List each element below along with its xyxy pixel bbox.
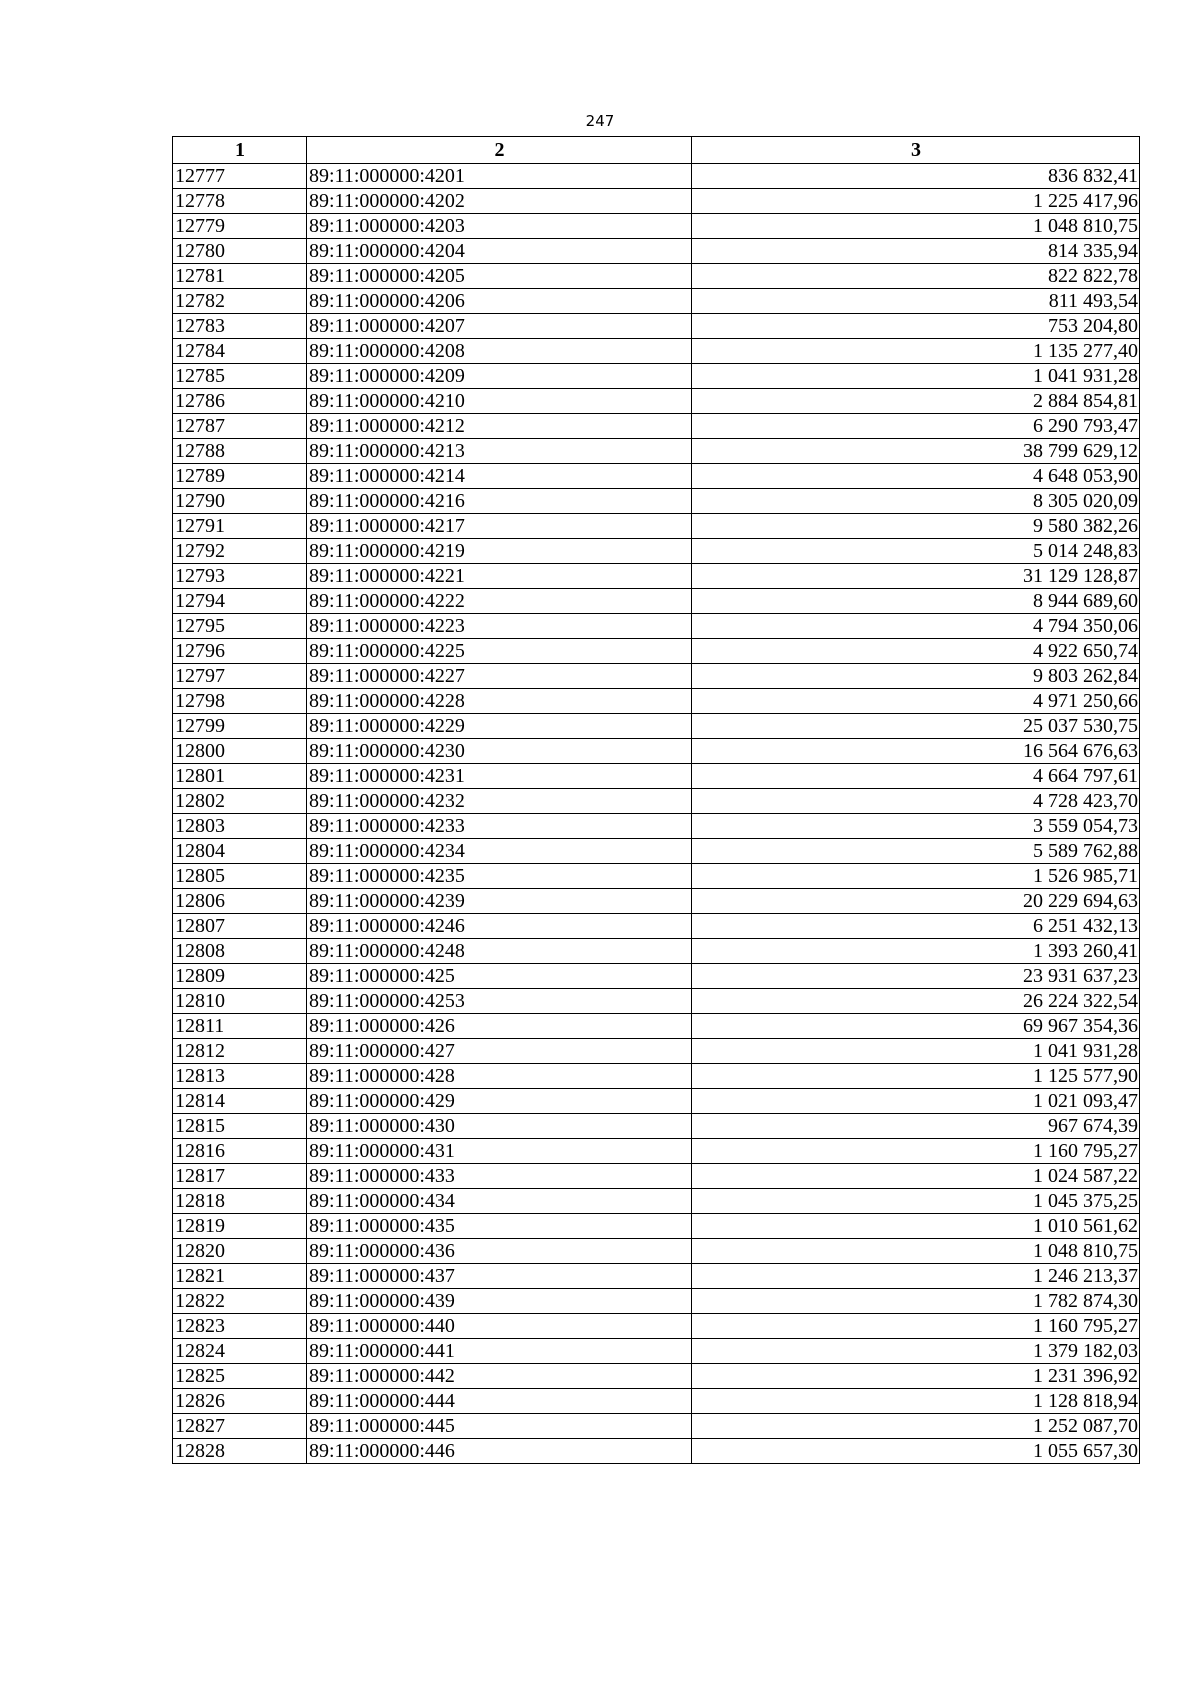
cadastral-number-cell: 89:11:000000:4222 <box>307 589 692 614</box>
cadastral-number-cell: 89:11:000000:4202 <box>307 189 692 214</box>
value-cell: 8 305 020,09 <box>692 489 1140 514</box>
value-cell: 1 055 657,30 <box>692 1439 1140 1464</box>
cadastral-number-cell: 89:11:000000:442 <box>307 1364 692 1389</box>
table-row <box>173 189 1140 214</box>
row-number-cell: 12786 <box>173 389 307 414</box>
row-number-cell: 12809 <box>173 964 307 989</box>
row-number-cell: 12803 <box>173 814 307 839</box>
value-cell: 1 135 277,40 <box>692 339 1140 364</box>
table-row <box>173 864 1140 889</box>
row-number-cell: 12822 <box>173 1289 307 1314</box>
row-number-cell: 12814 <box>173 1089 307 1114</box>
table-row <box>173 639 1140 664</box>
cadastral-number-cell: 89:11:000000:439 <box>307 1289 692 1314</box>
value-cell: 6 251 432,13 <box>692 914 1140 939</box>
cadastral-number-cell: 89:11:000000:4213 <box>307 439 692 464</box>
cadastral-number-cell: 89:11:000000:4203 <box>307 214 692 239</box>
row-number-cell: 12811 <box>173 1014 307 1039</box>
row-number-cell: 12794 <box>173 589 307 614</box>
table-body <box>173 164 1140 1464</box>
value-cell: 2 884 854,81 <box>692 389 1140 414</box>
row-number-cell: 12812 <box>173 1039 307 1064</box>
row-number-cell: 12804 <box>173 839 307 864</box>
table-row <box>173 1064 1140 1089</box>
cadastral-number-cell: 89:11:000000:4201 <box>307 164 692 189</box>
table-row <box>173 764 1140 789</box>
row-number-cell: 12825 <box>173 1364 307 1389</box>
cadastral-number-cell: 89:11:000000:4223 <box>307 614 692 639</box>
value-cell: 1 225 417,96 <box>692 189 1140 214</box>
table-row <box>173 514 1140 539</box>
value-cell: 822 822,78 <box>692 264 1140 289</box>
cadastral-number-cell: 89:11:000000:4248 <box>307 939 692 964</box>
row-number-cell: 12800 <box>173 739 307 764</box>
column-header-1: 1 <box>173 137 307 164</box>
table-row <box>173 339 1140 364</box>
table-row <box>173 839 1140 864</box>
row-number-cell: 12796 <box>173 639 307 664</box>
row-number-cell: 12780 <box>173 239 307 264</box>
row-number-cell: 12798 <box>173 689 307 714</box>
cadastral-number-cell: 89:11:000000:436 <box>307 1239 692 1264</box>
row-number-cell: 12785 <box>173 364 307 389</box>
cadastral-number-cell: 89:11:000000:437 <box>307 1264 692 1289</box>
row-number-cell: 12823 <box>173 1314 307 1339</box>
value-cell: 1 010 561,62 <box>692 1214 1140 1239</box>
table-row <box>173 1164 1140 1189</box>
table-row <box>173 989 1140 1014</box>
value-cell: 16 564 676,63 <box>692 739 1140 764</box>
cadastral-number-cell: 89:11:000000:434 <box>307 1189 692 1214</box>
table-row <box>173 564 1140 589</box>
cadastral-number-cell: 89:11:000000:4221 <box>307 564 692 589</box>
table-row <box>173 1289 1140 1314</box>
value-cell: 5 589 762,88 <box>692 839 1140 864</box>
value-cell: 23 931 637,23 <box>692 964 1140 989</box>
row-number-cell: 12818 <box>173 1189 307 1214</box>
row-number-cell: 12801 <box>173 764 307 789</box>
row-number-cell: 12795 <box>173 614 307 639</box>
table-row <box>173 364 1140 389</box>
cadastral-number-cell: 89:11:000000:445 <box>307 1414 692 1439</box>
table-row <box>173 389 1140 414</box>
row-number-cell: 12810 <box>173 989 307 1014</box>
registry-table <box>172 136 1140 1464</box>
cadastral-number-cell: 89:11:000000:4207 <box>307 314 692 339</box>
cadastral-number-cell: 89:11:000000:4231 <box>307 764 692 789</box>
cadastral-number-cell: 89:11:000000:4210 <box>307 389 692 414</box>
value-cell: 1 252 087,70 <box>692 1414 1140 1439</box>
value-cell: 1 246 213,37 <box>692 1264 1140 1289</box>
row-number-cell: 12816 <box>173 1139 307 1164</box>
table-row <box>173 1114 1140 1139</box>
table-row <box>173 614 1140 639</box>
cadastral-number-cell: 89:11:000000:4232 <box>307 789 692 814</box>
table-row <box>173 314 1140 339</box>
value-cell: 753 204,80 <box>692 314 1140 339</box>
value-cell: 6 290 793,47 <box>692 414 1140 439</box>
table-row <box>173 964 1140 989</box>
page-number: 247 <box>585 112 615 130</box>
cadastral-number-cell: 89:11:000000:4235 <box>307 864 692 889</box>
row-number-cell: 12813 <box>173 1064 307 1089</box>
value-cell: 1 379 182,03 <box>692 1339 1140 1364</box>
cadastral-number-cell: 89:11:000000:4234 <box>307 839 692 864</box>
cadastral-number-cell: 89:11:000000:4214 <box>307 464 692 489</box>
value-cell: 9 580 382,26 <box>692 514 1140 539</box>
table-row <box>173 489 1140 514</box>
row-number-cell: 12802 <box>173 789 307 814</box>
value-cell: 1 526 985,71 <box>692 864 1140 889</box>
value-cell: 1 782 874,30 <box>692 1289 1140 1314</box>
row-number-cell: 12821 <box>173 1264 307 1289</box>
value-cell: 4 648 053,90 <box>692 464 1140 489</box>
value-cell: 1 041 931,28 <box>692 1039 1140 1064</box>
table-row <box>173 164 1140 189</box>
value-cell: 811 493,54 <box>692 289 1140 314</box>
cadastral-number-cell: 89:11:000000:4204 <box>307 239 692 264</box>
row-number-cell: 12787 <box>173 414 307 439</box>
table-row <box>173 1264 1140 1289</box>
row-number-cell: 12783 <box>173 314 307 339</box>
row-number-cell: 12782 <box>173 289 307 314</box>
value-cell: 1 021 093,47 <box>692 1089 1140 1114</box>
cadastral-number-cell: 89:11:000000:4228 <box>307 689 692 714</box>
value-cell: 9 803 262,84 <box>692 664 1140 689</box>
cadastral-number-cell: 89:11:000000:4230 <box>307 739 692 764</box>
row-number-cell: 12791 <box>173 514 307 539</box>
table-header-row <box>173 137 1140 164</box>
row-number-cell: 12792 <box>173 539 307 564</box>
row-number-cell: 12789 <box>173 464 307 489</box>
table-row <box>173 1089 1140 1114</box>
cadastral-number-cell: 89:11:000000:4233 <box>307 814 692 839</box>
value-cell: 4 794 350,06 <box>692 614 1140 639</box>
row-number-cell: 12827 <box>173 1414 307 1439</box>
table-row <box>173 1414 1140 1439</box>
cadastral-number-cell: 89:11:000000:4206 <box>307 289 692 314</box>
row-number-cell: 12806 <box>173 889 307 914</box>
table-row <box>173 439 1140 464</box>
row-number-cell: 12828 <box>173 1439 307 1464</box>
row-number-cell: 12777 <box>173 164 307 189</box>
row-number-cell: 12820 <box>173 1239 307 1264</box>
table-row <box>173 264 1140 289</box>
table-row <box>173 889 1140 914</box>
value-cell: 69 967 354,36 <box>692 1014 1140 1039</box>
value-cell: 1 160 795,27 <box>692 1139 1140 1164</box>
table-row <box>173 214 1140 239</box>
row-number-cell: 12808 <box>173 939 307 964</box>
cadastral-number-cell: 89:11:000000:4246 <box>307 914 692 939</box>
column-header-2: 2 <box>307 137 692 164</box>
cadastral-number-cell: 89:11:000000:429 <box>307 1089 692 1114</box>
cadastral-number-cell: 89:11:000000:4208 <box>307 339 692 364</box>
value-cell: 967 674,39 <box>692 1114 1140 1139</box>
cadastral-number-cell: 89:11:000000:427 <box>307 1039 692 1064</box>
value-cell: 1 045 375,25 <box>692 1189 1140 1214</box>
cadastral-number-cell: 89:11:000000:4219 <box>307 539 692 564</box>
value-cell: 4 922 650,74 <box>692 639 1140 664</box>
cadastral-number-cell: 89:11:000000:446 <box>307 1439 692 1464</box>
row-number-cell: 12778 <box>173 189 307 214</box>
cadastral-number-cell: 89:11:000000:4225 <box>307 639 692 664</box>
value-cell: 8 944 689,60 <box>692 589 1140 614</box>
table-row <box>173 1139 1140 1164</box>
row-number-cell: 12781 <box>173 264 307 289</box>
table-row <box>173 289 1140 314</box>
cadastral-number-cell: 89:11:000000:425 <box>307 964 692 989</box>
cadastral-number-cell: 89:11:000000:4216 <box>307 489 692 514</box>
value-cell: 20 229 694,63 <box>692 889 1140 914</box>
row-number-cell: 12815 <box>173 1114 307 1139</box>
value-cell: 814 335,94 <box>692 239 1140 264</box>
value-cell: 26 224 322,54 <box>692 989 1140 1014</box>
table-row <box>173 914 1140 939</box>
value-cell: 4 664 797,61 <box>692 764 1140 789</box>
value-cell: 1 041 931,28 <box>692 364 1140 389</box>
value-cell: 1 048 810,75 <box>692 214 1140 239</box>
table-row <box>173 414 1140 439</box>
cadastral-number-cell: 89:11:000000:4227 <box>307 664 692 689</box>
row-number-cell: 12793 <box>173 564 307 589</box>
table-row <box>173 589 1140 614</box>
row-number-cell: 12790 <box>173 489 307 514</box>
cadastral-number-cell: 89:11:000000:440 <box>307 1314 692 1339</box>
cadastral-number-cell: 89:11:000000:435 <box>307 1214 692 1239</box>
table-row <box>173 789 1140 814</box>
cadastral-number-cell: 89:11:000000:4229 <box>307 714 692 739</box>
cadastral-number-cell: 89:11:000000:4239 <box>307 889 692 914</box>
value-cell: 4 728 423,70 <box>692 789 1140 814</box>
row-number-cell: 12788 <box>173 439 307 464</box>
cadastral-number-cell: 89:11:000000:4212 <box>307 414 692 439</box>
row-number-cell: 12817 <box>173 1164 307 1189</box>
row-number-cell: 12826 <box>173 1389 307 1414</box>
value-cell: 3 559 054,73 <box>692 814 1140 839</box>
value-cell: 4 971 250,66 <box>692 689 1140 714</box>
cadastral-number-cell: 89:11:000000:4217 <box>307 514 692 539</box>
row-number-cell: 12805 <box>173 864 307 889</box>
cadastral-number-cell: 89:11:000000:430 <box>307 1114 692 1139</box>
row-number-cell: 12799 <box>173 714 307 739</box>
table-row <box>173 1339 1140 1364</box>
cadastral-number-cell: 89:11:000000:441 <box>307 1339 692 1364</box>
cadastral-number-cell: 89:11:000000:431 <box>307 1139 692 1164</box>
table-row <box>173 539 1140 564</box>
table-row <box>173 739 1140 764</box>
table-row <box>173 1364 1140 1389</box>
row-number-cell: 12784 <box>173 339 307 364</box>
value-cell: 836 832,41 <box>692 164 1140 189</box>
value-cell: 1 125 577,90 <box>692 1064 1140 1089</box>
cadastral-number-cell: 89:11:000000:426 <box>307 1014 692 1039</box>
value-cell: 31 129 128,87 <box>692 564 1140 589</box>
row-number-cell: 12797 <box>173 664 307 689</box>
value-cell: 1 024 587,22 <box>692 1164 1140 1189</box>
value-cell: 1 160 795,27 <box>692 1314 1140 1339</box>
column-header-3: 3 <box>692 137 1140 164</box>
cadastral-number-cell: 89:11:000000:433 <box>307 1164 692 1189</box>
table-row <box>173 239 1140 264</box>
value-cell: 1 393 260,41 <box>692 939 1140 964</box>
table-row <box>173 1214 1140 1239</box>
table-row <box>173 1314 1140 1339</box>
value-cell: 5 014 248,83 <box>692 539 1140 564</box>
row-number-cell: 12779 <box>173 214 307 239</box>
row-number-cell: 12819 <box>173 1214 307 1239</box>
table-row <box>173 689 1140 714</box>
value-cell: 25 037 530,75 <box>692 714 1140 739</box>
row-number-cell: 12807 <box>173 914 307 939</box>
table-row <box>173 1189 1140 1214</box>
value-cell: 1 048 810,75 <box>692 1239 1140 1264</box>
cadastral-number-cell: 89:11:000000:4209 <box>307 364 692 389</box>
value-cell: 1 128 818,94 <box>692 1389 1140 1414</box>
table-row <box>173 1014 1140 1039</box>
value-cell: 38 799 629,12 <box>692 439 1140 464</box>
table-row <box>173 464 1140 489</box>
table-row <box>173 664 1140 689</box>
value-cell: 1 231 396,92 <box>692 1364 1140 1389</box>
table-row <box>173 1039 1140 1064</box>
cadastral-number-cell: 89:11:000000:4253 <box>307 989 692 1014</box>
cadastral-number-cell: 89:11:000000:4205 <box>307 264 692 289</box>
table-row <box>173 1389 1140 1414</box>
table-row <box>173 939 1140 964</box>
table-row <box>173 714 1140 739</box>
table-row <box>173 814 1140 839</box>
table-row <box>173 1239 1140 1264</box>
cadastral-number-cell: 89:11:000000:444 <box>307 1389 692 1414</box>
cadastral-number-cell: 89:11:000000:428 <box>307 1064 692 1089</box>
table-row <box>173 1439 1140 1464</box>
row-number-cell: 12824 <box>173 1339 307 1364</box>
